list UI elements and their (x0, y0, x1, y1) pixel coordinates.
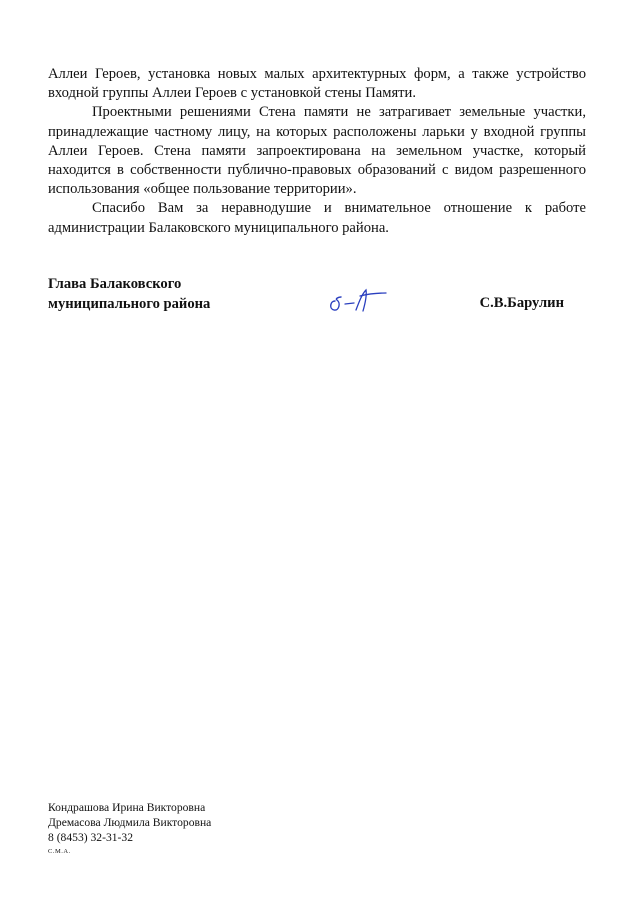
body-paragraph-2: Проектными решениями Стена памяти не затрагивает земельные участки, принадлежащие частному лицу, на которых расположены ларьки у входной группы Аллеи Героев. Стена памяти запроектирована на земельном участке, который находится в собственности публично-правовых образований с видом разрешенного использования «общее пользование территории». (48, 104, 586, 198)
signatory-name: С.В.Барулин (479, 295, 564, 311)
handwritten-signature (326, 284, 396, 314)
body-paragraph-3: Спасибо Вам за неравнодушие и внимательное отношение к работе администрации Балаковского муниципального района. (48, 200, 586, 236)
executor-name-1: Кондрашова Ирина Викторовна (48, 801, 206, 814)
executor-info (48, 800, 211, 858)
signatory-title-line-1: Глава Балаковского (48, 276, 182, 292)
letter-body (48, 65, 586, 238)
document-code: С.М.А. (48, 847, 71, 855)
executor-phone: 8 (8453) 32-31-32 (48, 831, 134, 845)
signatory-title-line-2: муниципального района (48, 295, 211, 312)
signatory-title (48, 275, 210, 314)
executor-name-2: Дремасова Людмила Викторовна (48, 816, 212, 830)
body-paragraph-1: Аллеи Героев, установка новых малых архитектурных форм, а также устройство входной группы Аллеи Героев с установкой стены Памяти. (48, 66, 586, 102)
